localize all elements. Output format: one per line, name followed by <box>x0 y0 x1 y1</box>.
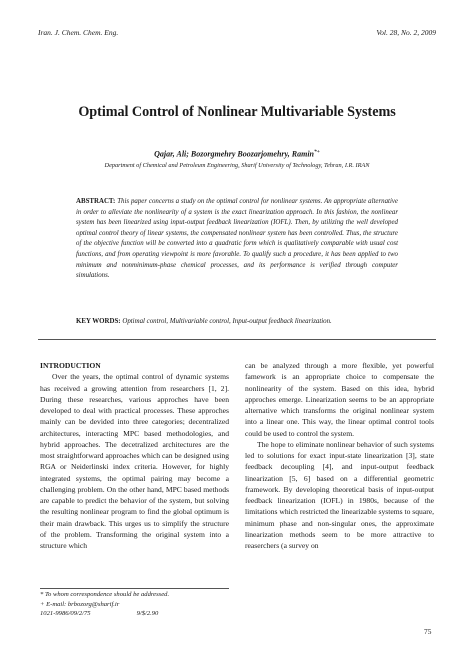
journal-volume: Vol. 28, No. 2, 2009 <box>376 28 436 37</box>
intro-paragraph-left: Over the years, the optimal control of dynamic systems has received a growing attention from researchers [1, 2]. During these researches, various approches have been developed to deal with practical processes. These approches mainly can be devided into three categories; decentralized architectures, interacting MPC based methodologies, and hybrid approaches. The decetralized architectures are the most straightforward approaches which can be designed using RGA or Neiderlinski index criteria. However, for highly integrated systems, the optimal pairing may become a challenging problem. On the other hand, MPC based methods are capable to predict the behavior of the system, but solving the resulting nonlinear program to find the global optimum is their main drawback. This urges us to simplify the structure of the problem. Transforming the original system into a structure which <box>40 372 229 550</box>
author-names: Qajar, Ali; Bozorgmehry Boozarjomehry, Ramin <box>154 149 314 159</box>
abstract <box>76 197 398 282</box>
footnote-divider <box>40 588 229 589</box>
author-marker: *+ <box>313 149 320 155</box>
keywords-label: KEY WORDS: <box>76 318 121 325</box>
affiliation: Department of Chemical and Petroleum Engineering, Sharif University of Technology, Tehran, I.R. IRAN <box>104 162 370 169</box>
page-number: 75 <box>424 627 432 636</box>
footnote-correspondence: * To whom correspondence should be addressed. <box>40 591 170 598</box>
introduction-heading: INTRODUCTION <box>40 361 101 370</box>
keywords-text: Optimal control, Multivariable control, Input-output feedback linearization. <box>122 318 332 325</box>
footnotes <box>40 590 240 619</box>
paper-title: Optimal Control of Nonlinear Multivariable Systems <box>78 104 396 120</box>
footnote-codes <box>40 609 240 619</box>
intro-paragraph-right-1: can be analyzed through a more flexible, yet powerful famework is an appropriate choice to compensate the nonlinearity of the system. Based on this idea, hybrid approches emerge. Linearization seems to be an appropriate alternative which transforms the original nonlinear system into a linear one. This way, the linear optimal control tools could be used to control the system. <box>245 361 434 438</box>
footnote-code-1: 1021-9986/09/2/75 <box>40 610 91 617</box>
abstract-text: This paper concerns a study on the optimal control for nonlinear systems. An appropriate alternative in order to alleviate the nonlinearity of a system is the exact linearization approach. In this fashion, the nonlinear system has been linearized using input-output feedback linearization (IOFL). Then, by utilizing the well developed optimal control theory of linear systems, the compensated nonlinear system has been controlled. Thus, the structure of the objective function will be converted into a quadratic form which is qualitatively comparable with usual cost functions, and from operating viewpoint is more favorable. To qualify such a procedure, it has been applied to two minimum and nonminimum-phase chemical processes, and its performance is verified through computer simulations. <box>76 198 398 280</box>
intro-paragraph-right-2: The hope to eliminate nonlinear behavior of such systems led to solutions for exact input-state linearization [3], state feedback decoupling [4], and input-output feedback linearization [5, 6] based on a differential geometric framework. By developing theoretical basis of input-output feedback linearization (IOFL) in 1980s, because of the limitations which restricted the linearizable systems to square, minimum phase and non-singular ones, the approximate linearization methods seem to be more attractive to reaserchers (a survey on <box>245 439 434 550</box>
right-column <box>245 360 434 551</box>
abstract-label: ABSTRACT: <box>76 198 116 205</box>
keywords <box>76 318 398 325</box>
author-line <box>38 149 436 159</box>
footnote-code-2: 9/$/2.90 <box>136 610 159 617</box>
journal-name: Iran. J. Chem. Chem. Eng. <box>38 28 119 37</box>
left-column <box>40 360 229 551</box>
footnote-email: + E-mail: brbozorg@sharif.ir <box>40 600 120 608</box>
section-divider <box>38 339 436 340</box>
